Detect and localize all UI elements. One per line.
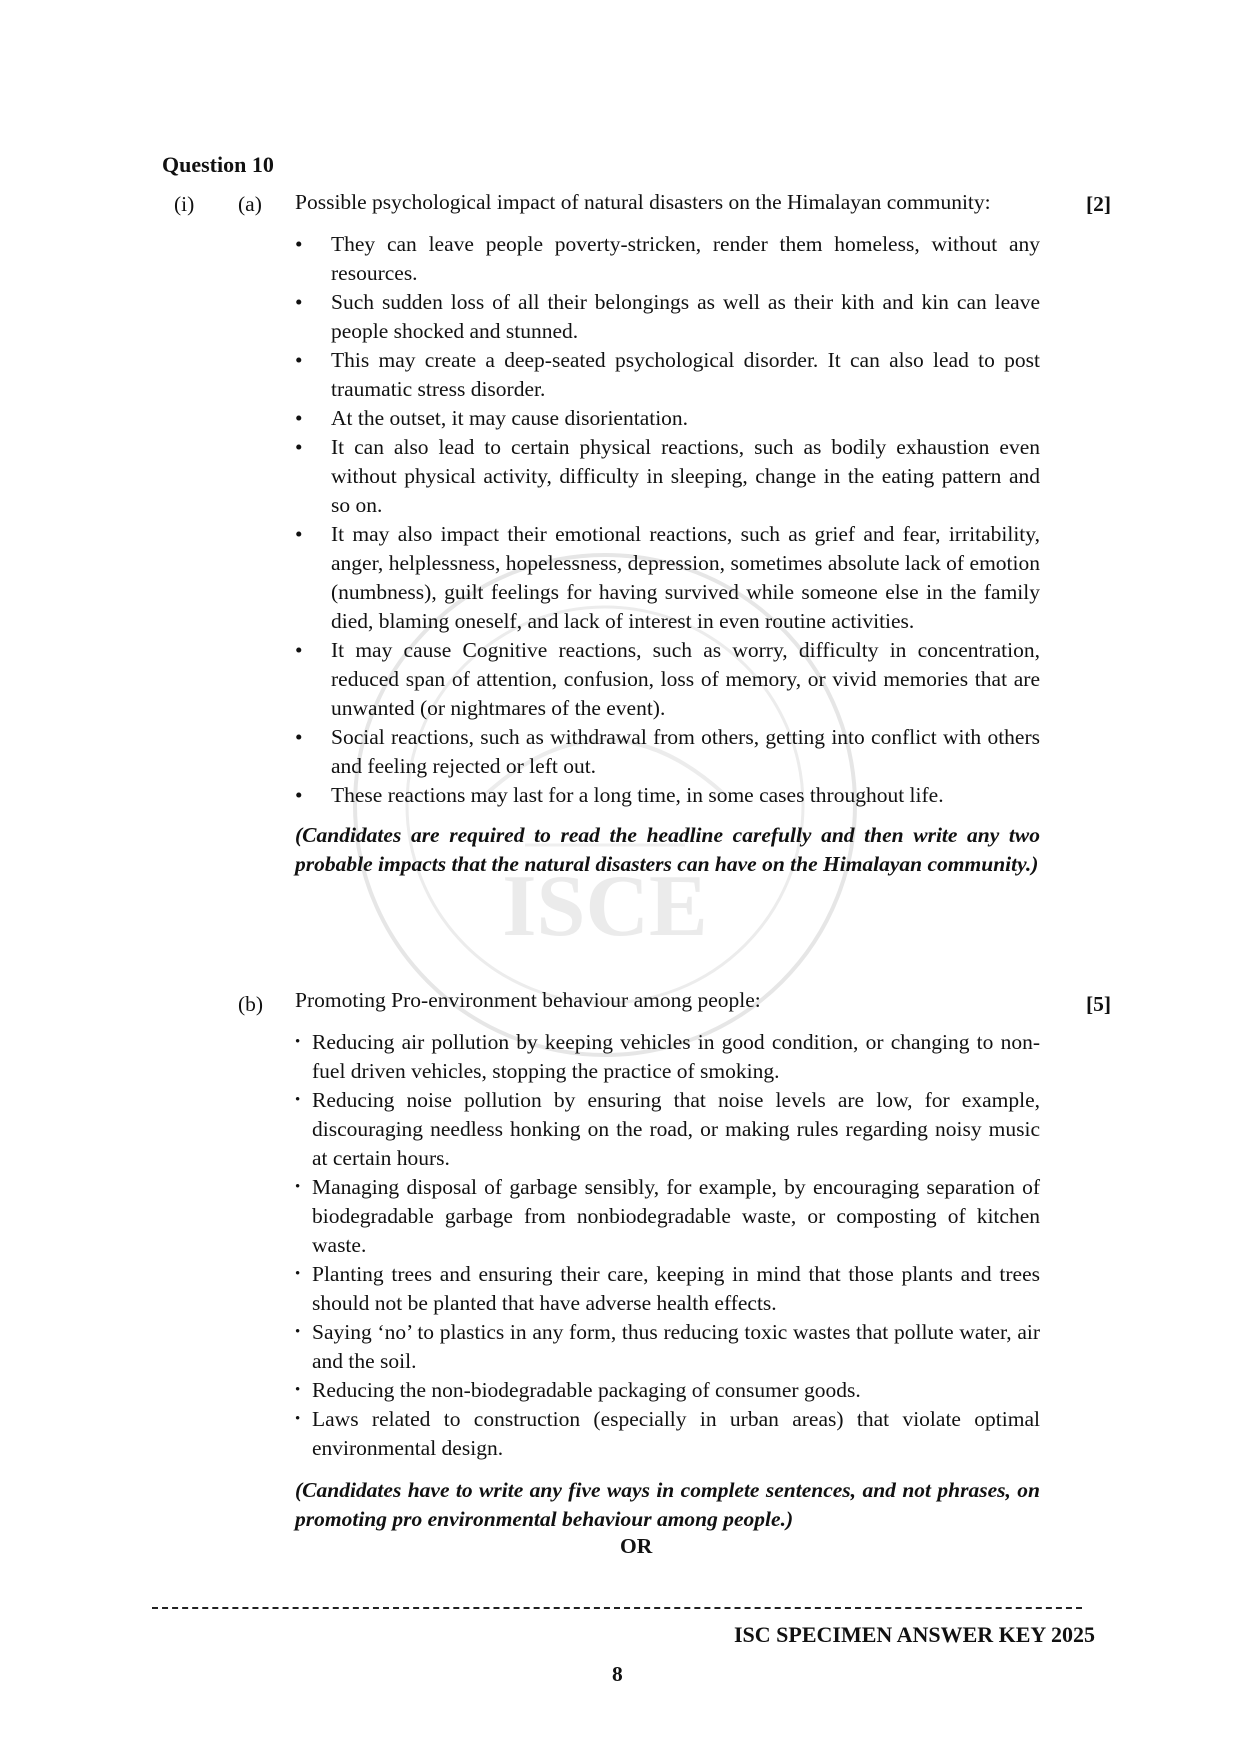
list-item: • Such sudden loss of all their belongings as well as their kith and kin can leave people shocked and stunned. [295, 288, 1040, 346]
list-item: • Reducing air pollution by keeping vehicles in good condition, or changing to non-fuel driven vehicles, stopping the practice of smoking. [295, 1028, 1040, 1086]
page-number: 8 [612, 1662, 623, 1686]
list-item: • These reactions may last for a long time, in some cases throughout life. [295, 781, 1040, 810]
list-item: • Saying ‘no’ to plastics in any form, thus reducing toxic wastes that pollute water, air and the soil. [295, 1318, 1040, 1376]
list-item: • Planting trees and ensuring their care, keeping in mind that those plants and trees should not be planted that have adverse health effects. [295, 1260, 1040, 1318]
subpart-a-marks: [2] [1086, 192, 1112, 216]
or-separator: OR [620, 1534, 653, 1558]
subpart-a-content [295, 188, 1040, 879]
list-item: • At the outset, it may cause disorientation. [295, 404, 1040, 433]
subpart-b-heading: Promoting Pro-environment behaviour among people: [295, 988, 761, 1012]
subpart-a-note: (Candidates are required to read the headline carefully and then write any two probable impacts that the natural disasters can have on the Himalayan community.) [295, 823, 1040, 876]
list-item: • Reducing noise pollution by ensuring that noise levels are low, for example, discouraging needless honking on the road, or making rules regarding noisy music at certain hours. [295, 1086, 1040, 1173]
subpart-b-content [295, 986, 1040, 1534]
list-item: • This may create a deep-seated psychological disorder. It can also lead to post traumatic stress disorder. [295, 346, 1040, 404]
list-item: • Social reactions, such as withdrawal from others, getting into conflict with others and feeling rejected or left out. [295, 723, 1040, 781]
subpart-b-note: (Candidates have to write any five ways in complete sentences, and not phrases, on promoting pro environmental behaviour among people.) [295, 1478, 1040, 1531]
list-item: • Managing disposal of garbage sensibly, for example, by encouraging separation of biodegradable garbage from nonbiodegradable waste, or composting of kitchen waste. [295, 1173, 1040, 1260]
subpart-a-points [295, 230, 1040, 810]
footer-title: ISC SPECIMEN ANSWER KEY 2025 [733, 1622, 1095, 1647]
svg-text:ISCE: ISCE [502, 858, 708, 955]
part-label: (i) [174, 192, 195, 216]
subpart-b-label: (b) [238, 992, 264, 1016]
list-item: • It may also impact their emotional reactions, such as grief and fear, irritability, anger, helplessness, hopelessness, depression, sometimes absolute lack of emotion (numbness), guilt feelings for having survived while someone else in the family died, blaming oneself, and lack of interest in even routine activities. [295, 520, 1040, 636]
list-item: • It can also lead to certain physical reactions, such as bodily exhaustion even without physical activity, difficulty in sleeping, change in the eating pattern and so on. [295, 433, 1040, 520]
footer-divider [152, 1607, 1082, 1609]
question-title: Question 10 [162, 152, 274, 177]
subpart-a-label: (a) [238, 192, 262, 216]
list-item: • Reducing the non-biodegradable packaging of consumer goods. [295, 1376, 1040, 1405]
subpart-b-marks: [5] [1086, 992, 1112, 1016]
subpart-a-heading: Possible psychological impact of natural disasters on the Himalayan community: [295, 190, 991, 214]
list-item: • They can leave people poverty-stricken, render them homeless, without any resources. [295, 230, 1040, 288]
list-item: • Laws related to construction (especially in urban areas) that violate optimal environmental design. [295, 1405, 1040, 1463]
subpart-b-points [295, 1028, 1040, 1463]
list-item: • It may cause Cognitive reactions, such as worry, difficulty in concentration, reduced span of attention, confusion, loss of memory, or vivid memories that are unwanted (or nightmares of the event). [295, 636, 1040, 723]
